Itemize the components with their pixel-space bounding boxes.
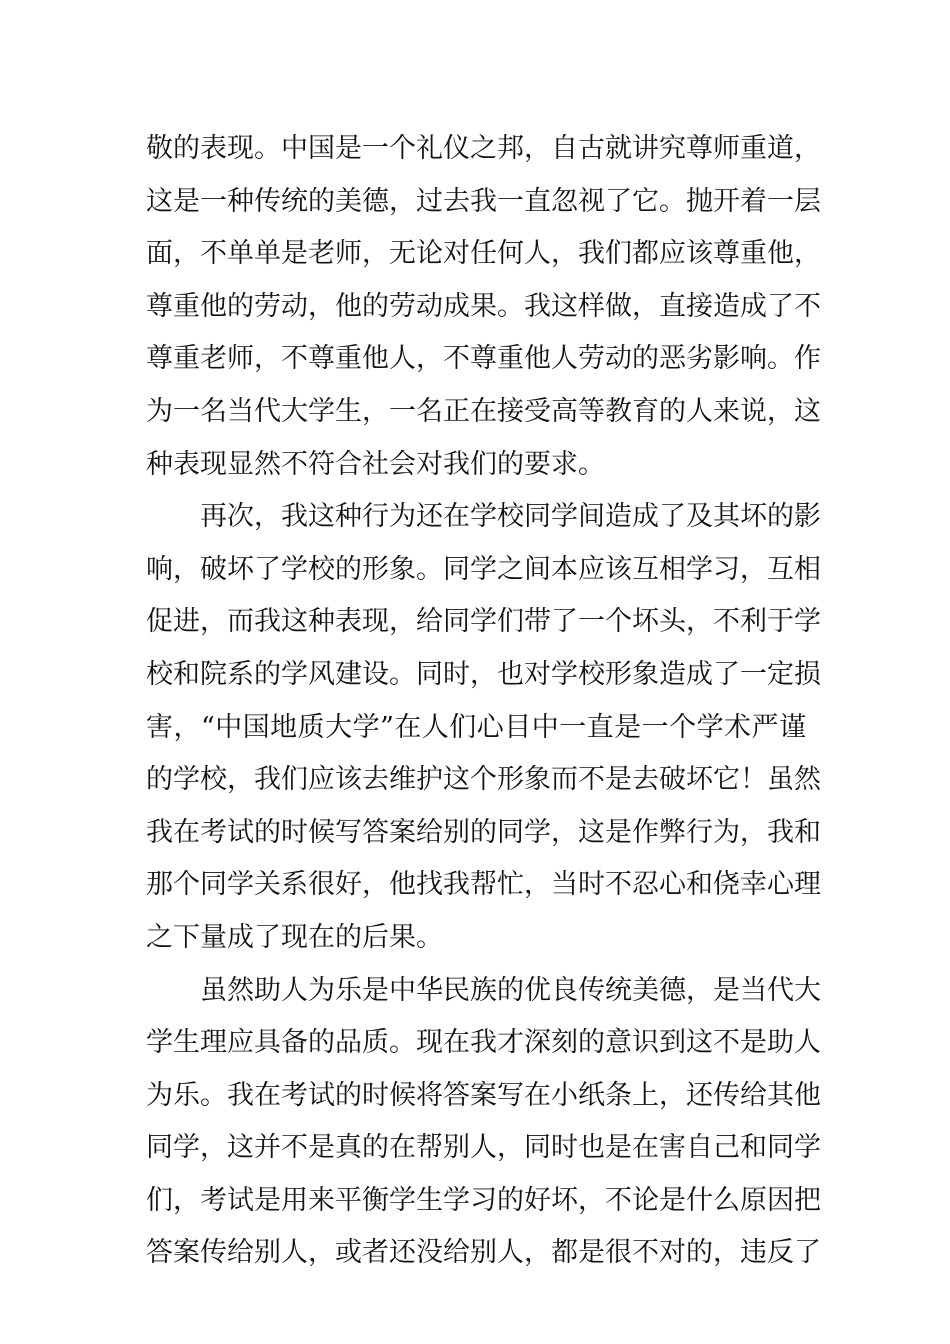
paragraph	[146, 965, 821, 1281]
text-line: 种表现显然不符合社会对我们的要求。	[146, 448, 605, 480]
text-line: 尊重老师，不尊重他人，不尊重他人劳动的恶劣影响。作	[146, 343, 821, 375]
document-body	[146, 123, 821, 1280]
text-line: 为一名当代大学生，一名正在接受高等教育的人来说，这	[146, 395, 821, 427]
text-line: 同学，这并不是真的在帮别人，同时也是在害自己和同学	[146, 1132, 821, 1164]
text-line: 尊重他的劳动，他的劳动成果。我这样做，直接造成了不	[146, 290, 821, 322]
text-line: 们，考试是用来平衡学生学习的好坏，不论是什么原因把	[146, 1184, 821, 1216]
text-line: 害，“中国地质大学”在人们心目中一直是一个学术严谨	[146, 711, 806, 743]
paragraph	[146, 491, 821, 964]
text-line: 之下量成了现在的后果。	[146, 921, 443, 953]
text-line: 面，不单单是老师，无论对任何人，我们都应该尊重他，	[146, 238, 821, 270]
text-line: 响，破坏了学校的形象。同学之间本应该互相学习，互相	[146, 553, 821, 585]
text-line: 敬的表现。中国是一个礼仪之邦，自古就讲究尊师重道，	[146, 133, 821, 164]
text-line: 再次，我这种行为还在学校同学间造成了及其坏的影	[200, 501, 821, 533]
text-line: 促进，而我这种表现，给同学们带了一个坏头，不利于学	[146, 606, 821, 638]
text-line: 答案传给别人，或者还没给别人，都是很不对的，违反了	[146, 1237, 821, 1269]
paragraph	[146, 123, 821, 491]
text-line: 虽然助人为乐是中华民族的优良传统美德，是当代大	[200, 974, 821, 1006]
text-line: 那个同学关系很好，他找我帮忙，当时不忍心和侥幸心理	[146, 869, 821, 901]
text-line: 这是一种传统的美德，过去我一直忽视了它。抛开着一层	[146, 185, 821, 217]
text-line: 为乐。我在考试的时候将答案写在小纸条上，还传给其他	[146, 1079, 821, 1111]
text-line: 校和院系的学风建设。同时，也对学校形象造成了一定损	[146, 658, 821, 690]
text-line: 学生理应具备的品质。现在我才深刻的意识到这不是助人	[146, 1027, 821, 1059]
text-line: 我在考试的时候写答案给别的同学，这是作弊行为，我和	[146, 816, 821, 848]
text-line: 的学校，我们应该去维护这个形象而不是去破坏它！虽然	[146, 764, 821, 796]
